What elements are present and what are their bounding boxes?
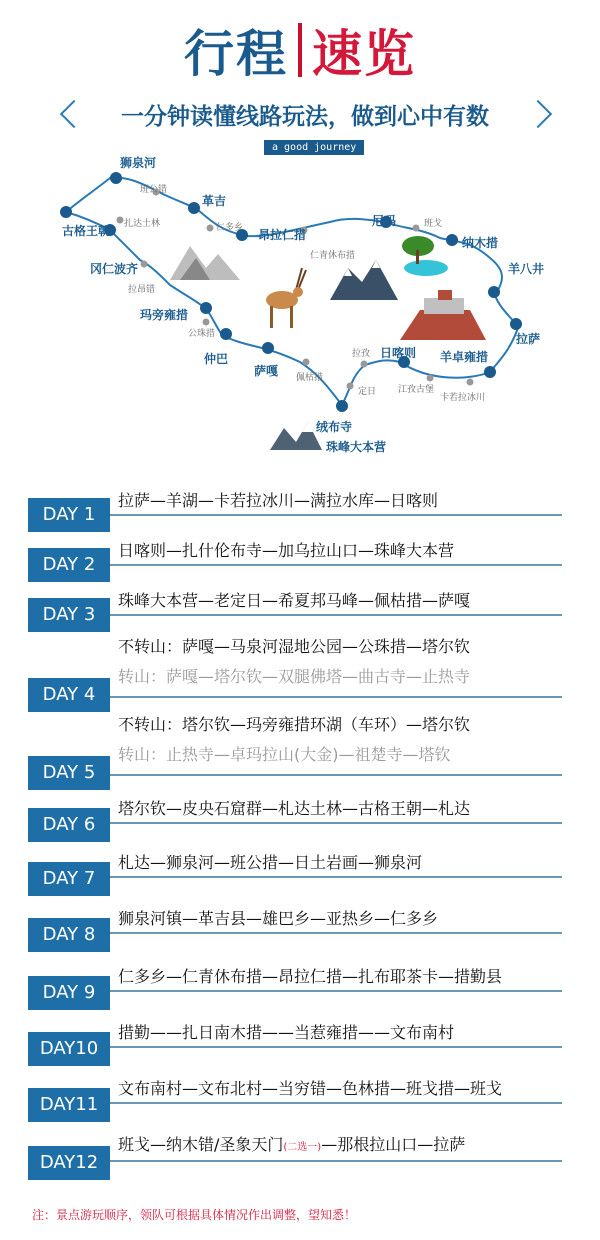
dot-gegewangchao <box>60 206 72 218</box>
city-namucuo: 纳木措 <box>462 236 499 250</box>
antelope-illustration <box>266 268 306 328</box>
city-nima: 尼玛 <box>372 214 397 228</box>
place-renqingxiubucuo: 仁青休布措 <box>310 251 356 261</box>
day-route: 日喀则—扎什伦布寺—加乌拉山口—珠峰大本营 <box>118 541 455 560</box>
dot-namucuo <box>446 234 458 246</box>
mountain-illustration-center <box>330 260 398 300</box>
city-zhongba: 仲巴 <box>204 352 229 366</box>
dot-zhongba <box>220 328 232 340</box>
title-left: 行程 <box>184 25 288 83</box>
day-divider <box>110 564 562 566</box>
day-badge: DAY 7 <box>28 862 110 896</box>
dot-zhadatulin <box>117 217 124 224</box>
header <box>0 14 600 86</box>
subtitle-row <box>0 96 600 136</box>
potala-illustration <box>400 290 486 340</box>
day-route-alt: 转山：止热寺—卓玛拉山(大金)—祖楚寺—塔钦 <box>118 745 451 764</box>
dot-layangcuo <box>141 261 148 268</box>
mountain-illustration-bottom <box>270 422 322 450</box>
place-renduoxiang: 仁多乡 <box>216 223 244 233</box>
title-divider <box>298 23 302 77</box>
city-gegewangchao: 古格王朝 <box>62 224 111 238</box>
city-rongbusi: 绒布寺 <box>316 420 353 434</box>
dot-gongzhucuo <box>203 319 210 326</box>
city-yangbajing: 羊八井 <box>508 262 545 276</box>
day-badge: DAY11 <box>28 1088 110 1122</box>
day-badge: DAY 8 <box>28 918 110 952</box>
dot-peikucuo <box>303 359 310 366</box>
mountain-illustration-left <box>170 246 240 280</box>
day-badge: DAY 4 <box>28 678 110 712</box>
city-sage: 萨嘎 <box>254 364 279 378</box>
page-title <box>184 14 416 86</box>
day-route: 不转山：萨嘎—马泉河湿地公园—公珠措—塔尔钦 <box>118 637 471 656</box>
day-divider <box>110 822 562 824</box>
place-layangcuo: 拉昂错 <box>128 285 156 295</box>
day-route: 仁多乡—仁青休布措—昂拉仁措—扎布耶茶卡—措勤县 <box>118 967 503 986</box>
dot-yangzhuoyongcuo <box>484 366 496 378</box>
day-badge: DAY 2 <box>28 548 110 582</box>
place-bangongcuo: 班公错 <box>140 185 168 195</box>
day-badge: DAY 6 <box>28 808 110 842</box>
day-route: 文布南村—文布北村—当穷错—色林措—班戈措—班戈 <box>118 1079 503 1098</box>
footer-note: 注：景点游玩顺序，领队可根据具体情况作出调整，望知悉！ <box>32 1208 357 1222</box>
city-rikaze: 日喀则 <box>380 346 417 360</box>
city-gejie: 革吉 <box>202 194 227 208</box>
city-shiquanhe: 狮泉河 <box>120 156 157 170</box>
place-peikucuo: 佩枯措 <box>296 373 324 383</box>
place-gongzhucuo: 公珠措 <box>188 329 216 339</box>
dot-karuolabingchuan <box>467 379 474 386</box>
dot-dingri <box>347 383 354 390</box>
day-route: 不转山：塔尔钦—玛旁雍措环湖（车环）—塔尔钦 <box>118 715 471 734</box>
day-divider <box>110 932 562 934</box>
day-divider <box>110 990 562 992</box>
dot-bange <box>413 225 420 232</box>
chevron-right-icon <box>530 96 552 130</box>
city-lasa: 拉萨 <box>516 332 541 346</box>
day-badge: DAY 9 <box>28 976 110 1010</box>
day-route-part-b: —那根拉山口—拉萨 <box>321 1135 466 1154</box>
title-right: 速览 <box>312 25 416 83</box>
day-divider <box>110 774 562 776</box>
dot-mapangyongcuo <box>200 302 212 314</box>
day-route: 札达—狮泉河—班公措—日土岩画—狮泉河 <box>118 853 423 872</box>
day-route: 狮泉河镇—革吉县—雄巴乡—亚热乡—仁多乡 <box>118 909 439 928</box>
day-divider <box>110 1046 562 1048</box>
place-jiangzigucheng: 江孜古堡 <box>398 385 435 395</box>
day-divider <box>110 614 562 616</box>
day-badge: DAY 3 <box>28 598 110 632</box>
day-divider <box>110 696 562 698</box>
subtitle: 一分钟读懂线路玩法，做到心中有数 <box>121 104 489 130</box>
chevron-left-icon <box>58 96 80 130</box>
city-yangzhuoyongcuo: 羊卓雍措 <box>440 350 489 364</box>
day-route-note: (二选一) <box>283 1142 322 1153</box>
dot-lasa <box>510 318 522 330</box>
place-bange: 班戈 <box>424 219 443 229</box>
dot-lazi <box>361 361 368 368</box>
city-zhufeng: 珠峰大本营 <box>326 440 387 454</box>
day-badge: DAY12 <box>28 1146 110 1180</box>
route-map-svg <box>0 150 600 470</box>
lake-tree-illustration <box>402 236 448 276</box>
day-divider <box>110 876 562 878</box>
dot-rongbusi <box>336 400 348 412</box>
city-fengrenboqi: 冈仁波齐 <box>90 262 139 276</box>
day-route: 珠峰大本营—老定日—希夏邦马峰—佩枯措—萨嘎 <box>118 591 471 610</box>
city-mapangyongcuo: 玛旁雍措 <box>140 308 189 322</box>
day-route <box>118 1132 465 1155</box>
day-badge: DAY10 <box>28 1032 110 1066</box>
day-divider <box>110 514 562 516</box>
dot-yangbajing <box>488 286 500 298</box>
day-route-alt: 转山：萨嘎—塔尔钦—双腿佛塔—曲古寺—止热寺 <box>118 667 471 686</box>
journey-tag: a good journey <box>264 140 364 155</box>
day-badge: DAY 1 <box>28 498 110 532</box>
dot-gejie <box>188 202 200 214</box>
route-map <box>0 150 600 470</box>
place-dingri: 定日 <box>358 387 377 397</box>
day-route: 措勤——扎日南木措——当惹雍措——文布南村 <box>118 1023 455 1042</box>
place-karuolabingchuan: 卡若拉冰川 <box>440 393 486 403</box>
dot-renduoxiang <box>207 225 214 232</box>
place-lazi: 拉孜 <box>352 349 371 359</box>
day-divider <box>110 1160 562 1162</box>
dot-sage <box>262 342 274 354</box>
dot-shiquanhe <box>110 172 122 184</box>
day-divider <box>110 1102 562 1104</box>
day-badge: DAY 5 <box>28 756 110 790</box>
day-route: 拉萨—羊湖—卡若拉冰川—满拉水库—日喀则 <box>118 491 439 510</box>
day-route: 塔尔钦—皮央石窟群—札达土林—古格王朝—札达 <box>118 799 471 818</box>
dot-jiangzigucheng <box>427 375 434 382</box>
place-zhadatulin: 扎达土林 <box>124 219 161 229</box>
city-angrarenco: 昂拉仁措 <box>258 228 307 242</box>
day-route-part-a: 班戈—纳木错/圣象天门 <box>118 1135 284 1154</box>
